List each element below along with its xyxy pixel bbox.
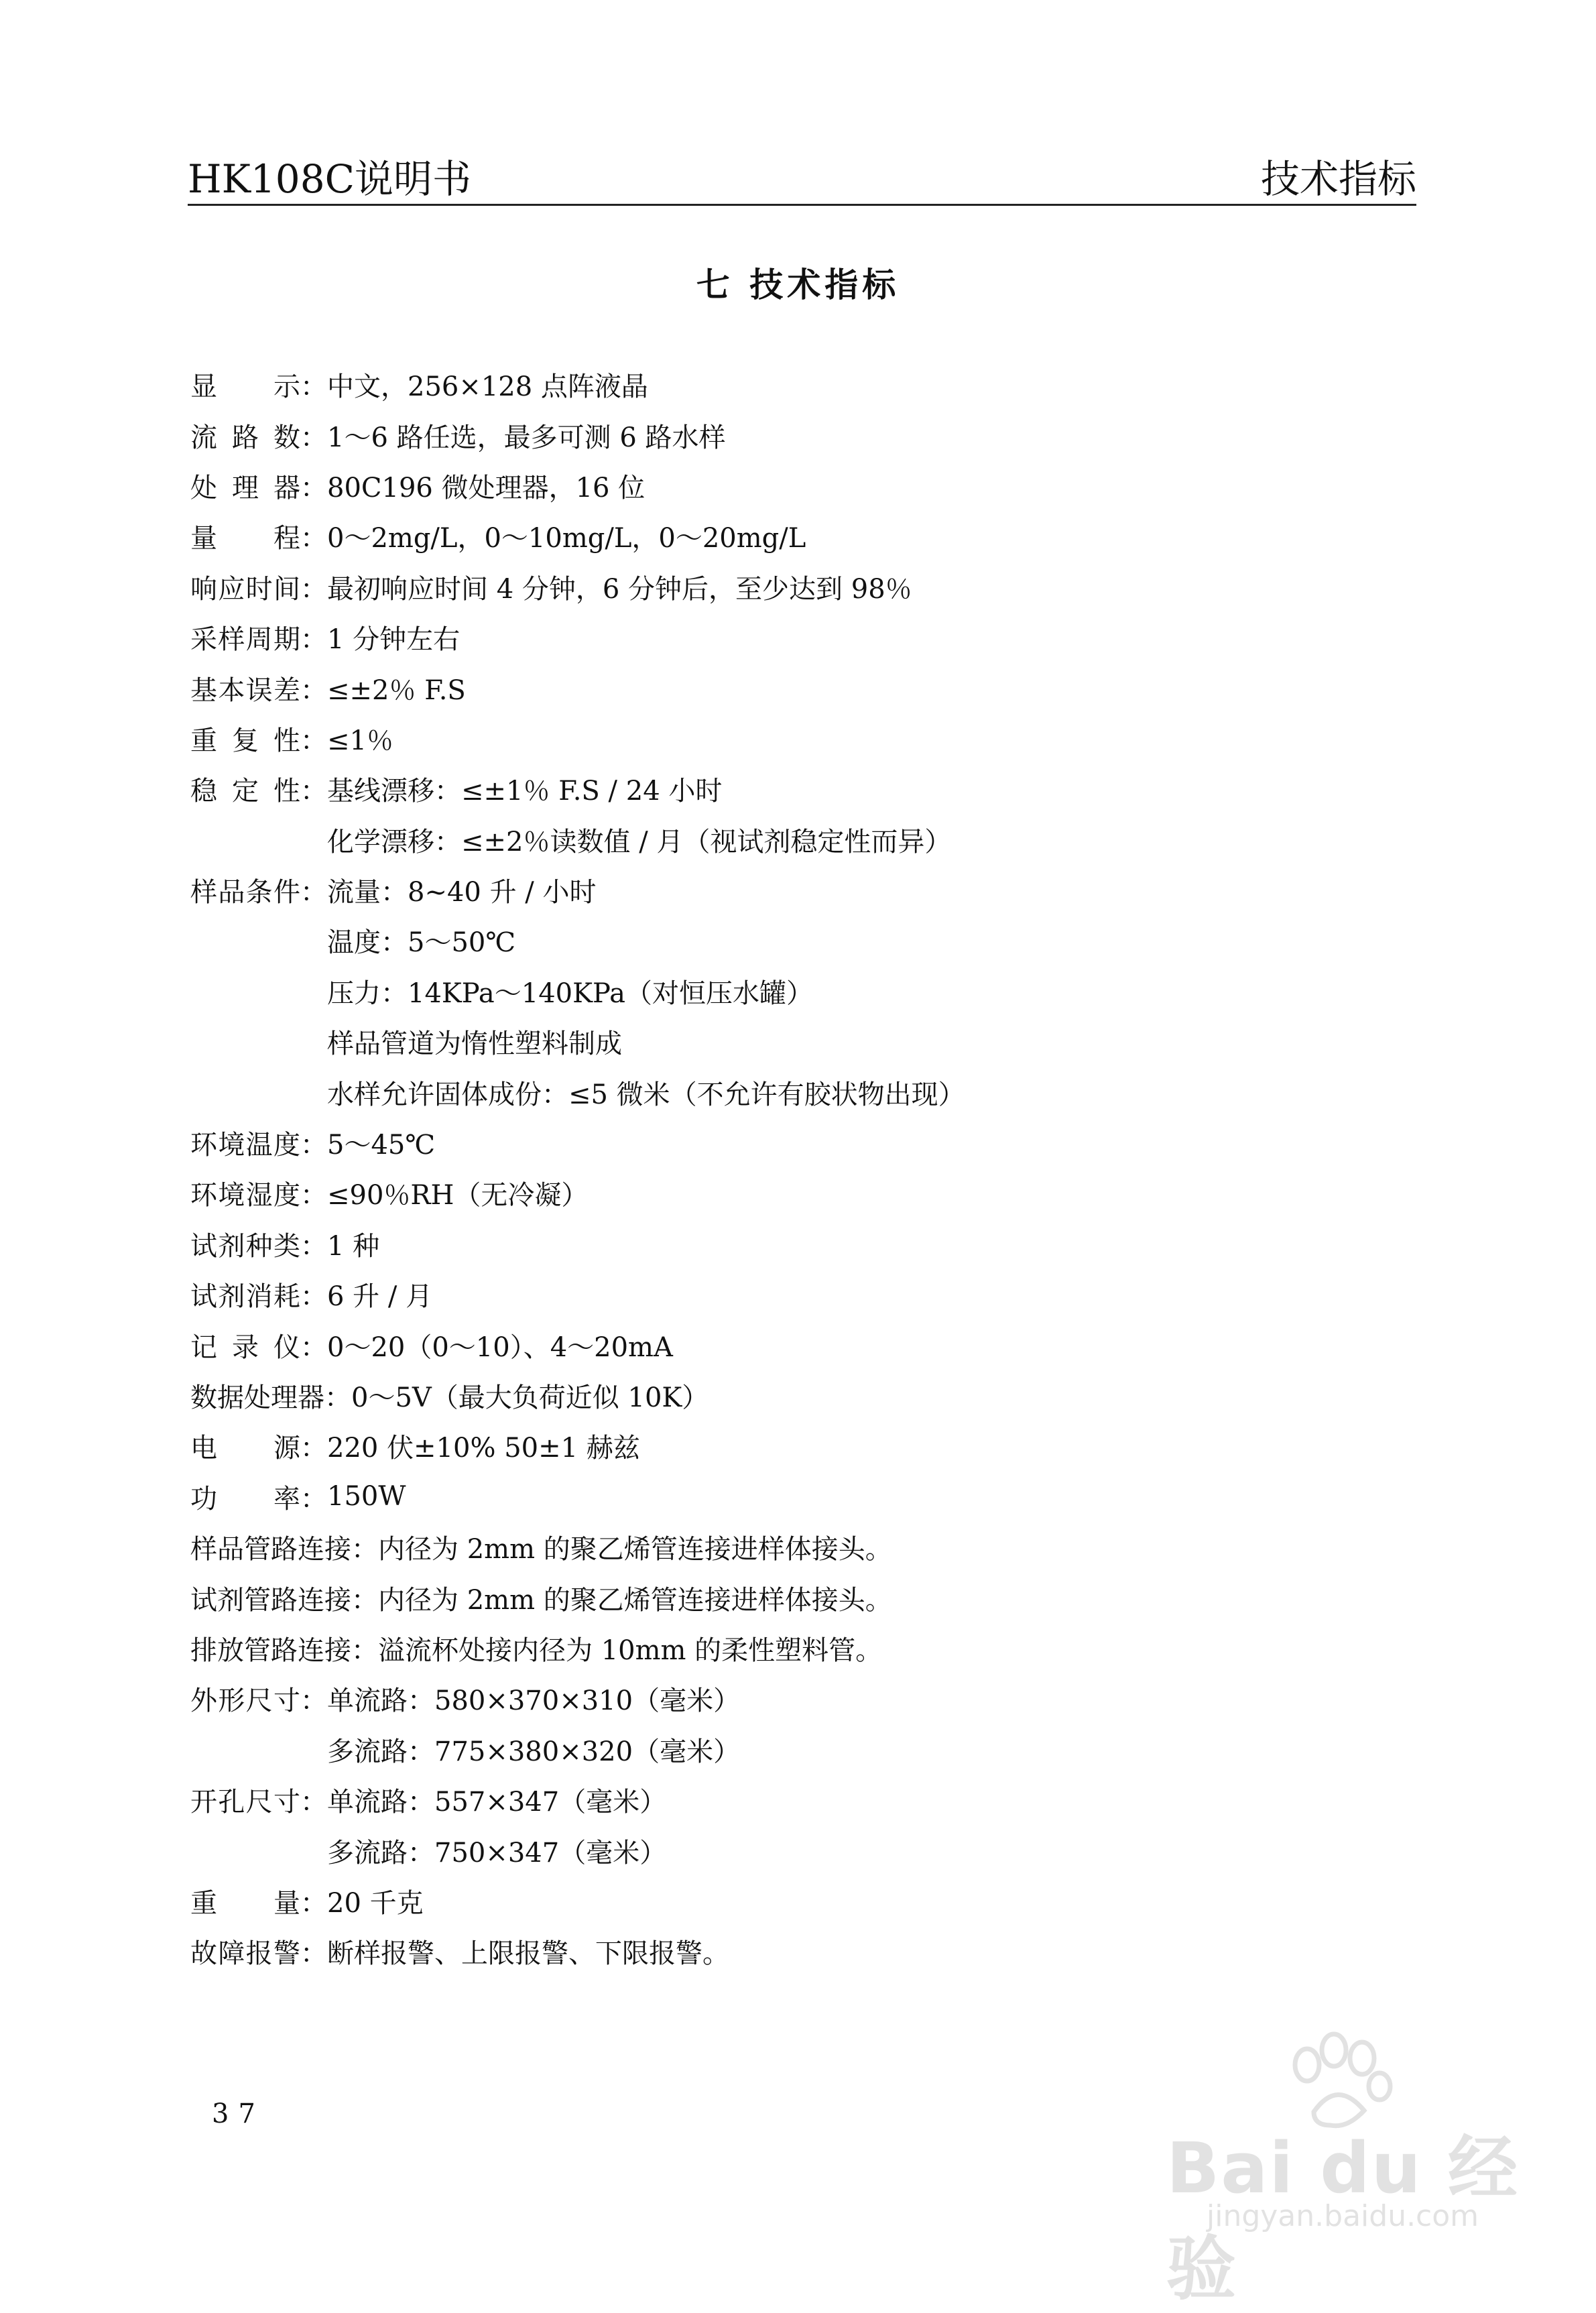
spec-colon: ： — [300, 1887, 327, 1919]
spec-label-char: 度 — [273, 1180, 300, 1211]
spec-row — [190, 1572, 965, 1622]
spec-label-char: 电 — [190, 1433, 217, 1464]
spec-label-char: 消 — [245, 1281, 273, 1313]
spec-colon: ： — [351, 1534, 378, 1565]
spec-value: 基线漂移：≤±1％ F.S / 24 小时 — [327, 776, 723, 807]
spec-value: 6 升 / 月 — [327, 1281, 433, 1313]
spec-label — [190, 1781, 300, 1819]
spec-colon: ： — [300, 1483, 327, 1515]
spec-value: 单流路：557×347（毫米） — [327, 1787, 667, 1818]
spec-colon: ： — [300, 1331, 327, 1363]
spec-row — [190, 410, 965, 460]
spec-label-char: 报 — [245, 1938, 273, 1970]
spec-row — [190, 1623, 965, 1673]
spec-row — [190, 1016, 965, 1067]
spec-label — [190, 1932, 300, 1970]
spec-label-char: 数 — [273, 422, 300, 453]
spec-label-char: 品 — [218, 877, 245, 908]
spec-label-char: 理 — [232, 472, 259, 503]
spec-label-char: 应 — [218, 573, 245, 605]
spec-label-char: 程 — [273, 523, 300, 554]
spec-value: 单流路：580×370×310（毫米） — [327, 1685, 741, 1717]
spec-value: ≤±2％ F.S — [327, 674, 466, 706]
spec-value: 水样允许固体成份：≤5 微米（不允许有胶状物出现） — [327, 1079, 965, 1110]
spec-label-char: 寸 — [273, 1787, 300, 1818]
spec-row — [190, 865, 965, 915]
spec-label-char: 温 — [245, 1130, 273, 1161]
spec-row — [190, 1421, 965, 1471]
spec-label-char: 试 — [190, 1281, 217, 1313]
spec-label-char: 器 — [273, 472, 300, 503]
spec-label-char: 处 — [190, 472, 217, 503]
spec-label-char: 寸 — [273, 1685, 300, 1717]
spec-label-char: 本 — [218, 674, 245, 706]
watermark-brand: Bai du 经验 — [1166, 2127, 1519, 2310]
spec-label-char: 流 — [190, 422, 217, 453]
spec-row — [190, 1067, 965, 1117]
spec-colon: ： — [300, 1938, 327, 1970]
spec-label: 数据处理器 — [190, 1382, 324, 1413]
spec-label — [190, 517, 300, 555]
spec-label-char: 期 — [273, 624, 300, 656]
spec-label-char: 故 — [190, 1938, 217, 1970]
spec-colon: ： — [324, 1382, 351, 1413]
spec-label — [190, 719, 300, 758]
spec-value: 流量：8~40 升 / 小时 — [327, 877, 597, 908]
spec-value: 1～6 路任选，最多可测 6 路水样 — [327, 422, 726, 453]
spec-label-char: 耗 — [273, 1281, 300, 1313]
spec-value: 5～45℃ — [327, 1130, 436, 1161]
spec-label-char: 尺 — [245, 1787, 273, 1818]
spec-label-char: 量 — [273, 1887, 300, 1919]
spec-value: 温度：5～50℃ — [327, 927, 516, 959]
spec-label-char: 条 — [245, 877, 273, 908]
spec-colon: ： — [300, 1787, 327, 1818]
spec-value: 溢流杯处接内径为 10mm 的柔性塑料管。 — [378, 1635, 883, 1666]
spec-list — [190, 359, 965, 1977]
spec-row — [190, 966, 965, 1016]
spec-label — [190, 669, 300, 707]
spec-label — [190, 1427, 300, 1465]
spec-row — [190, 1269, 965, 1319]
spec-colon: ： — [300, 1130, 327, 1161]
spec-label-char: 响 — [190, 573, 217, 605]
spec-label — [190, 618, 300, 656]
spec-label-char: 功 — [190, 1483, 217, 1515]
spec-row — [190, 1775, 965, 1825]
spec-label-char: 重 — [190, 725, 217, 756]
spec-label-char: 样 — [190, 877, 217, 908]
spec-label-char: 基 — [190, 674, 217, 706]
spec-label — [190, 568, 300, 606]
spec-label-char: 障 — [218, 1938, 245, 1970]
spec-label-char: 开 — [190, 1787, 217, 1818]
spec-colon: ： — [300, 472, 327, 503]
spec-label-char: 性 — [273, 725, 300, 756]
spec-colon: ： — [300, 1230, 327, 1262]
spec-label-char: 形 — [218, 1685, 245, 1717]
header-section-title: 技术指标 — [1260, 156, 1416, 202]
spec-value: 0～2mg/L，0～10mg/L，0～20mg/L — [327, 523, 806, 554]
spec-label-char: 度 — [273, 1130, 300, 1161]
spec-label — [190, 365, 300, 404]
spec-label — [190, 770, 300, 808]
spec-colon: ： — [300, 1685, 327, 1717]
spec-label-char: 时 — [245, 573, 273, 605]
spec-colon: ： — [300, 371, 327, 403]
spec-label-char: 外 — [190, 1685, 217, 1717]
spec-label-char: 路 — [232, 422, 259, 453]
spec-label-char: 复 — [232, 725, 259, 756]
spec-label: 排放管路连接 — [190, 1635, 351, 1666]
spec-label-char: 量 — [190, 523, 217, 554]
spec-row — [190, 713, 965, 764]
spec-row — [190, 562, 965, 612]
spec-row — [190, 1724, 965, 1775]
spec-colon: ： — [351, 1635, 378, 1666]
spec-label-char: 种 — [245, 1230, 273, 1262]
spec-label — [190, 1275, 300, 1313]
page-number: 37 — [212, 2098, 265, 2129]
spec-label — [190, 1326, 300, 1364]
spec-label — [190, 1174, 300, 1212]
spec-label-char: 仪 — [273, 1331, 300, 1363]
spec-label-char: 率 — [273, 1483, 300, 1515]
spec-row — [190, 1673, 965, 1724]
spec-colon: ： — [300, 674, 327, 706]
spec-value: 1 种 — [327, 1230, 380, 1262]
spec-value: 最初响应时间 4 分钟，6 分钟后，至少达到 98％ — [327, 573, 912, 605]
spec-row — [190, 1219, 965, 1269]
watermark-url: jingyan.baidu.com — [1207, 2199, 1479, 2233]
spec-row — [190, 461, 965, 511]
spec-row — [190, 1522, 965, 1572]
spec-label-char: 周 — [245, 624, 273, 656]
spec-label-char: 警 — [273, 1938, 300, 1970]
spec-label-char: 境 — [218, 1130, 245, 1161]
spec-value: 化学漂移：≤±2％读数值 / 月（视试剂稳定性而异） — [327, 826, 952, 857]
spec-row — [190, 764, 965, 814]
spec-value: 断样报警、上限报警、下限报警。 — [327, 1938, 729, 1970]
spec-value: 20 千克 — [327, 1887, 424, 1919]
spec-label — [190, 467, 300, 505]
spec-label — [190, 1679, 300, 1718]
spec-label-char: 类 — [273, 1230, 300, 1262]
spec-row — [190, 915, 965, 965]
spec-label — [190, 1882, 300, 1920]
spec-colon: ： — [300, 1180, 327, 1211]
spec-colon: ： — [351, 1584, 378, 1616]
spec-row — [190, 662, 965, 713]
spec-label-char: 环 — [190, 1180, 217, 1211]
spec-label-char: 示 — [273, 371, 300, 403]
spec-colon: ： — [300, 725, 327, 756]
spec-label-char: 剂 — [218, 1230, 245, 1262]
header-rule — [188, 204, 1416, 206]
spec-label-char: 尺 — [245, 1685, 273, 1717]
spec-label-char: 境 — [218, 1180, 245, 1211]
spec-value: 样品管道为惰性塑料制成 — [327, 1028, 622, 1060]
spec-label-char: 剂 — [218, 1281, 245, 1313]
spec-row — [190, 612, 965, 662]
spec-label-char: 间 — [273, 573, 300, 605]
spec-row — [190, 1825, 965, 1875]
spec-label — [190, 1478, 300, 1516]
spec-row — [190, 1370, 965, 1421]
spec-colon: ： — [300, 776, 327, 807]
spec-value: 内径为 2mm 的聚乙烯管连接进样体接头。 — [378, 1584, 892, 1616]
spec-label-char: 源 — [273, 1433, 300, 1464]
baidu-watermark — [1166, 2031, 1542, 2310]
spec-row — [190, 1472, 965, 1522]
spec-label-char: 采 — [190, 624, 217, 656]
spec-row — [190, 1168, 965, 1218]
spec-label: 样品管路连接 — [190, 1534, 351, 1565]
section-title: 七 技术指标 — [696, 265, 900, 304]
spec-row — [190, 1926, 965, 1976]
page-header — [188, 153, 1416, 205]
spec-label-char: 重 — [190, 1887, 217, 1919]
spec-label-char: 差 — [273, 674, 300, 706]
spec-label — [190, 1225, 300, 1263]
spec-label-char: 试 — [190, 1230, 217, 1262]
spec-value: 0～5V（最大负荷近似 10K） — [351, 1382, 709, 1413]
spec-value: 0～20（0～10）、4～20mA — [327, 1331, 673, 1363]
spec-value: 多流路：775×380×320（毫米） — [327, 1736, 741, 1767]
spec-colon: ： — [300, 573, 327, 605]
spec-colon: ： — [300, 1281, 327, 1313]
spec-label-char: 定 — [232, 776, 259, 807]
spec-label-char: 孔 — [218, 1787, 245, 1818]
spec-value: 220 伏±10% 50±1 赫兹 — [327, 1433, 640, 1464]
spec-row — [190, 1319, 965, 1370]
spec-label-char: 显 — [190, 371, 217, 403]
header-doc-title: HK108C说明书 — [188, 156, 471, 202]
spec-value: ≤1％ — [327, 725, 393, 756]
spec-row — [190, 359, 965, 410]
spec-colon: ： — [300, 877, 327, 908]
spec-value: 多流路：750×347（毫米） — [327, 1837, 667, 1869]
spec-colon: ： — [300, 523, 327, 554]
spec-value: 内径为 2mm 的聚乙烯管连接进样体接头。 — [378, 1534, 892, 1565]
spec-label-char: 湿 — [245, 1180, 273, 1211]
spec-value: 中文，256×128 点阵液晶 — [327, 371, 648, 403]
spec-label-char: 稳 — [190, 776, 217, 807]
spec-colon: ： — [300, 422, 327, 453]
spec-value: 压力：14KPa～140KPa（对恒压水罐） — [327, 977, 813, 1009]
spec-colon: ： — [300, 624, 327, 656]
spec-row — [190, 1876, 965, 1926]
spec-value: 1 分钟左右 — [327, 624, 461, 656]
spec-label — [190, 1124, 300, 1162]
spec-label-char: 环 — [190, 1130, 217, 1161]
spec-label: 试剂管路连接 — [190, 1584, 351, 1616]
spec-label-char: 性 — [273, 776, 300, 807]
spec-row — [190, 1118, 965, 1168]
spec-row — [190, 511, 965, 561]
spec-value: 150W — [327, 1481, 406, 1513]
spec-label-char: 件 — [273, 877, 300, 908]
spec-label-char: 样 — [218, 624, 245, 656]
spec-value: 80C196 微处理器，16 位 — [327, 472, 646, 503]
spec-label — [190, 416, 300, 455]
spec-row — [190, 815, 965, 865]
spec-label — [190, 871, 300, 909]
spec-label-char: 记 — [190, 1331, 217, 1363]
spec-colon: ： — [300, 1433, 327, 1464]
spec-value: ≤90％RH（无冷凝） — [327, 1180, 589, 1211]
spec-label-char: 录 — [232, 1331, 259, 1363]
spec-label-char: 误 — [245, 674, 273, 706]
